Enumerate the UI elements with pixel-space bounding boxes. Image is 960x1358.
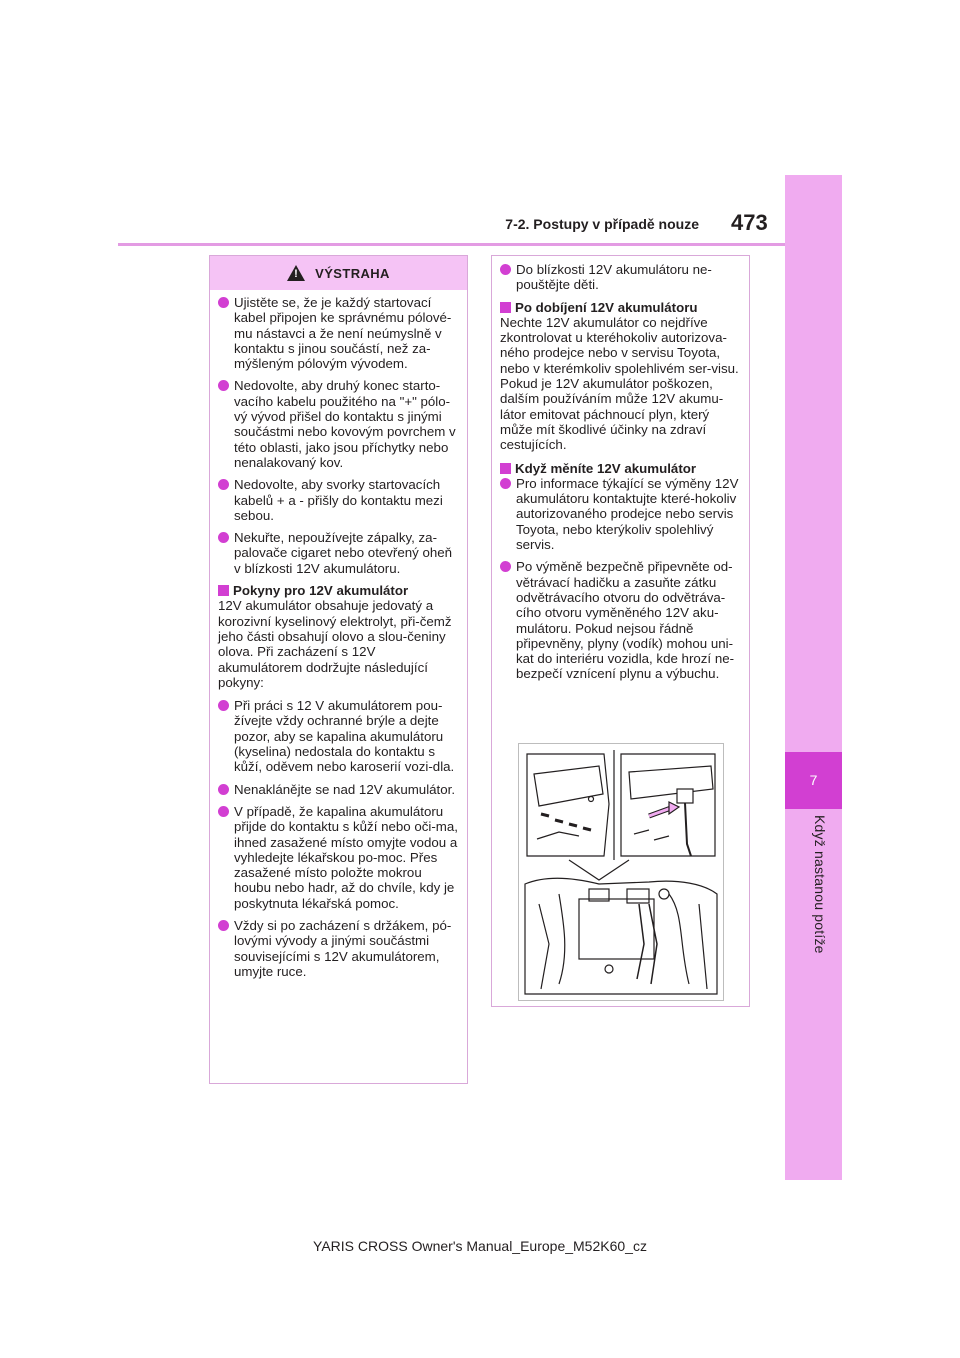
- bullet-icon: [218, 532, 229, 543]
- bullet-icon: [218, 297, 229, 308]
- warning-box: [209, 255, 468, 1084]
- section-title: 7-2. Postupy v případě nouze: [505, 216, 699, 232]
- bullet-icon: [218, 784, 229, 795]
- chapter-number: 7: [809, 772, 818, 788]
- warning-item: Pro informace týkající se výměny 12V akumulátoru kontaktujte které-hokoliv autorizovaného prodejce nebo servis Toyota, nebo kterýkoliv spolehlivý servis.: [500, 476, 741, 552]
- bullet-icon: [218, 479, 229, 490]
- bullet-icon: [500, 478, 511, 489]
- bullet-icon: [218, 380, 229, 391]
- square-bullet-icon: [500, 463, 511, 474]
- section-heading: Pokyny pro 12V akumulátor: [218, 583, 459, 598]
- bullet-icon: [500, 561, 511, 572]
- warning-item: Nedovolte, aby svorky startovacích kabelů + a - přišly do kontaktu mezi sebou.: [218, 477, 459, 523]
- warning-triangle-icon: !: [287, 265, 305, 281]
- warning-item: Nekuřte, nepoužívejte zápalky, za-palovače cigaret nebo otevřený oheň v blízkosti 12V akumulátoru.: [218, 530, 459, 576]
- bullet-icon: [218, 920, 229, 931]
- warning-header: [210, 256, 467, 290]
- section-heading: Když měníte 12V akumulátor: [500, 461, 741, 476]
- warning-item: Nedovolte, aby druhý konec starto-vacího kabelu použitého na "+" pólo-vý vývod přišel do kontaktu s jinými součástmi nebo kovovým povrchem v této oblasti, jako jsou příchytky nebo nenalakovaný kov.: [218, 378, 459, 470]
- warning-box-continued: [491, 255, 750, 1007]
- section-heading: Po dobíjení 12V akumulátoru: [500, 300, 741, 315]
- section-text: Nechte 12V akumulátor co nejdříve zkontrolovat u kteréhokoliv autorizova-ného prodejce nebo v servisu Toyota, nebo v kterémkoliv spolehlivém ser-visu.: [500, 314, 739, 376]
- square-bullet-icon: [500, 302, 511, 313]
- warning-item: Po výměně bezpečně připevněte od-větrávací hadičku a zasuňte zátku odvětrávacího otvoru do odvětráva-cího otvoru vyměněného 12V aku-mulátoru. Pokud nejsou řádně připevněny, plyny (vodík) mohou uni-kat do interiéru vozidla, kde hrozí ne-bezpečí vznícení plynu a výbuchu.: [500, 559, 741, 681]
- header-rule: [118, 243, 785, 246]
- bullet-icon: [500, 264, 511, 275]
- chapter-number-box: [785, 752, 842, 809]
- page-number: 473: [731, 210, 768, 235]
- warning-item: Vždy si po zacházení s držákem, pó-lovými vývody a jinými součástmi souvisejícími s 12V akumulátorem, umyjte ruce.: [218, 918, 459, 979]
- warning-item: Při práci s 12 V akumulátorem pou-žívejte vždy ochranné brýle a dejte pozor, aby se kapalina akumulátoru (kyselina) nedostala do kontaktu s kůží, oděvem nebo karoserií vozi-dla.: [218, 698, 459, 774]
- square-bullet-icon: [218, 585, 229, 596]
- warning-title: VÝSTRAHA: [315, 265, 390, 281]
- warning-item: Ujistěte se, že je každý startovací kabel připojen ke správnému pólové-mu nástavci a že není neúmyslně v kontaktu s jinou součástí, než za-mýšleným pólovým vývodem.: [218, 295, 459, 371]
- chapter-title: Když nastanou potíže: [812, 815, 828, 954]
- battery-vent-illustration: [518, 743, 724, 1001]
- section-text: Pokud je 12V akumulátor poškozen, dalším používáním může 12V akumu-látor emitovat páchnoucí plyn, který může mít škodlivé účinky na zdraví cestujících.: [500, 376, 724, 453]
- section-text: 12V akumulátor obsahuje jedovatý a korozivní kyselinový elektrolyt, při-čemž jeho části obsahují olovo a slou-čeniny olova. Při zacházení s 12V akumulátorem dodržujte následující pokyny:: [218, 598, 452, 690]
- warning-item: Nenaklánějte se nad 12V akumulátor.: [218, 782, 459, 797]
- bullet-icon: [218, 806, 229, 817]
- warning-item: Do blízkosti 12V akumulátoru ne-pouštějte děti.: [500, 262, 741, 293]
- warning-item: V případě, že kapalina akumulátoru přijde do kontaktu s kůží nebo oči-ma, ihned zasažené místo omyjte vodou a vyhledejte lékařskou po-moc. Přes zasažené místo položte mokrou houbu nebo hadr, až do chvíle, kdy je poskytnuta lékařská pomoc.: [218, 804, 459, 911]
- bullet-icon: [218, 700, 229, 711]
- footer-text: YARIS CROSS Owner's Manual_Europe_M52K60_cz: [313, 1238, 647, 1254]
